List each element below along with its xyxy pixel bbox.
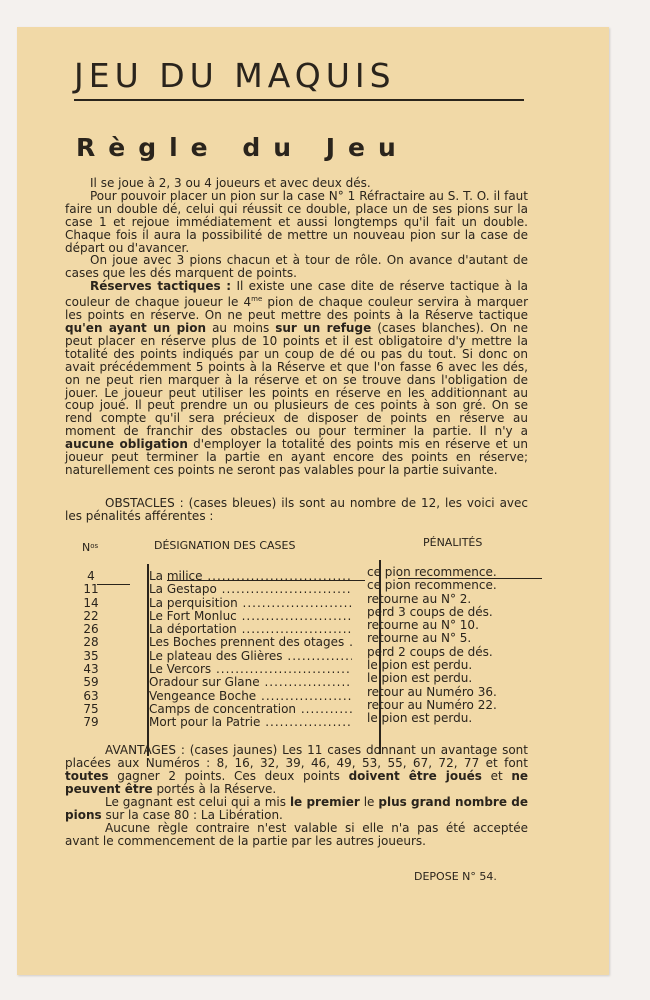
avantages-text bbox=[65, 744, 528, 848]
column-header-numbers bbox=[82, 541, 98, 554]
winner-paragraph bbox=[65, 796, 528, 822]
reserves-bold-3: aucune obligation bbox=[65, 437, 188, 452]
obstacle-designations bbox=[149, 570, 352, 730]
obstacle-designation: Le plateau des Glières ..... bbox=[149, 650, 352, 663]
winner-text-c: sur la case 80 : La Libération. bbox=[101, 808, 283, 822]
obstacle-penalty: ce pion recommence. bbox=[367, 565, 497, 579]
obstacle-penalty: retourne au N° 10. bbox=[367, 618, 479, 633]
reserves-text-c: au moins bbox=[206, 320, 276, 335]
obstacle-designation: La perquisition ..... bbox=[149, 597, 352, 610]
avantages-bold-2: doivent être joués bbox=[348, 769, 482, 783]
obstacle-number: 63 bbox=[83, 688, 99, 703]
winner-bold-1: le premier bbox=[289, 795, 360, 809]
rules-text bbox=[65, 177, 528, 477]
obstacle-designation: Le Fort Monluc ..... bbox=[149, 610, 352, 623]
obstacle-penalty: le pion est perdu. bbox=[367, 658, 473, 673]
obstacle-penalty: retour au Numéro 36. bbox=[367, 684, 497, 699]
obstacles-intro-text: OBSTACLES : (cases bleues) ils sont au nombre de 12, les voici avec les pénalités afférentes : bbox=[65, 496, 528, 523]
rule-paragraph-start: Pour pouvoir placer un pion sur la case N° 1 Réfractaire au S. T. O. il faut faire un double dé, celui qui réussit ce double, place un de ses pions sur la case 1 et rejoue immédiatement et aussi longtemps qu'il fait un double. Chaque fois il aura la possibilité de mettre un nouveau pion sur la case de départ ou d'avancer. bbox=[65, 188, 528, 255]
reserves-text-b: pion de chaque couleur servira à marquer les points en réserve. On ne peut mettre des points à la Réserve tactique bbox=[65, 295, 528, 323]
avantages-text-a: AVANTAGES : (cases jaunes) Les 11 cases donnant un avantage sont placées aux Numéros : 8, 16, 32, 39, 46, 49, 53, 55, 67, 72, 77 et font bbox=[65, 743, 528, 770]
obstacle-number: 22 bbox=[83, 608, 99, 623]
obstacle-penalty: perd 2 coups de dés. bbox=[367, 644, 493, 659]
obstacle-penalty: retourne au N° 2. bbox=[367, 591, 472, 606]
obstacle-designation: La Gestapo ..... bbox=[149, 583, 352, 596]
obstacle-number: 14 bbox=[83, 595, 99, 610]
obstacle-designation: La déportation ..... bbox=[149, 623, 352, 636]
reserves-superscript: me bbox=[251, 295, 263, 304]
rule-paragraph-moves: On joue avec 3 pions chacun et à tour de rôle. On avance d'autant de cases que les dés marquent de points. bbox=[65, 253, 528, 281]
final-rule-paragraph: Aucune règle contraire n'est valable si elle n'a pas été acceptée avant le commencement de la partie par les autres joueurs. bbox=[65, 821, 528, 848]
obstacle-number: 4 bbox=[87, 569, 95, 583]
obstacle-number: 28 bbox=[83, 635, 99, 650]
rule-paragraph-reserves bbox=[65, 280, 528, 477]
reserves-text-e: d'employer la totalité des points mis en réserve et un joueur peut terminer la partie en ayant encore des points en réserve; naturellement ces points ne seront pas valables pour la partie suivante. bbox=[65, 437, 528, 477]
obstacle-designation: Les Boches prennent des otages ..... bbox=[149, 636, 352, 649]
reserves-label: Réserves tactiques : bbox=[90, 279, 232, 294]
obstacle-designation: Camps de concentration ..... bbox=[149, 703, 352, 716]
obstacle-number: 11 bbox=[83, 582, 99, 597]
avantages-text-c: et bbox=[481, 769, 512, 783]
column-header-designation: DÉSIGNATION DES CASES bbox=[154, 539, 296, 552]
page-subtitle: Règle du Jeu bbox=[76, 133, 409, 162]
obstacle-penalty: perd 3 coups de dés. bbox=[367, 604, 493, 619]
obstacle-designation: Oradour sur Glane ..... bbox=[149, 676, 352, 689]
obstacle-designation: Mort pour la Patrie ..... bbox=[149, 716, 352, 729]
reserves-text-a: Il existe une case dite de réserve tactique à la couleur de chaque joueur le 4 bbox=[65, 279, 529, 310]
avantages-paragraph bbox=[65, 744, 528, 796]
obstacle-designation: Le Vercors ..... bbox=[149, 663, 352, 676]
obstacle-numbers bbox=[80, 570, 102, 730]
depose-number: DEPOSE N° 54. bbox=[414, 870, 497, 883]
reserves-bold-2: sur un refuge bbox=[275, 320, 372, 335]
avantages-text-b: gagner 2 points. Ces deux points bbox=[108, 769, 349, 783]
obstacle-number: 75 bbox=[83, 701, 99, 716]
obstacle-designation: Vengeance Boche ..... bbox=[149, 690, 352, 703]
obstacles-intro bbox=[65, 497, 528, 523]
title-underline bbox=[74, 99, 524, 101]
obstacle-number: 79 bbox=[83, 715, 99, 730]
obstacle-number: 59 bbox=[83, 675, 99, 690]
obstacle-number: 35 bbox=[83, 648, 99, 663]
column-header-numbers-sup: os bbox=[90, 542, 99, 550]
obstacle-penalties bbox=[367, 566, 542, 726]
rule-paragraph-players: Il se joue à 2, 3 ou 4 joueurs et avec deux dés. bbox=[90, 176, 371, 190]
winner-text-b: le bbox=[359, 795, 379, 809]
page-title: JEU DU MAQUIS bbox=[74, 56, 396, 95]
winner-bold-2: plus grand nombre de pions bbox=[65, 795, 528, 822]
obstacle-designation: La milice ..... bbox=[149, 570, 352, 583]
obstacle-penalty: ce pion recommence. bbox=[367, 578, 497, 593]
obstacle-number: 43 bbox=[83, 662, 99, 677]
avantages-bold-1: toutes bbox=[65, 769, 109, 783]
avantages-bold-3: ne peuvent être bbox=[65, 769, 529, 796]
avantages-text-d: portés à la Réserve. bbox=[152, 782, 277, 796]
reserves-bold-1: qu'en ayant un pion bbox=[65, 320, 207, 335]
column-header-numbers-text: N bbox=[82, 541, 91, 554]
winner-text-a: Le gagnant est celui qui a mis bbox=[105, 795, 290, 809]
obstacle-penalty: retour au Numéro 22. bbox=[367, 697, 497, 712]
obstacle-penalty: le pion est perdu. bbox=[367, 671, 473, 686]
reserves-text-d: (cases blanches). On ne peut placer en réserve plus de 10 points et il est obligatoire d'y mettre la totalité des points indiqués par un coup de dé ou pas du tout. Si donc on avait précédemment 5 points à la Réserve et que l'on fasse 6 avec les dés, on ne peut rien marquer à la réserve et on se trouve dans l'obligation de jouer. Le joueur peut utiliser les points en réserve en les additionnant au coup joué. Il peut prendre un ou plusieurs de ces points à son gré. On se rend compte qu'il sera précieux de disposer de points en réserve au moment de franchir des obstacles ou pour terminer la partie. Il n'y a bbox=[65, 320, 529, 439]
obstacle-penalty: le pion est perdu. bbox=[367, 711, 473, 726]
obstacle-number: 26 bbox=[83, 622, 99, 637]
obstacle-penalty: retourne au N° 5. bbox=[367, 631, 472, 646]
column-header-penalties: PÉNALITÉS bbox=[423, 536, 483, 549]
